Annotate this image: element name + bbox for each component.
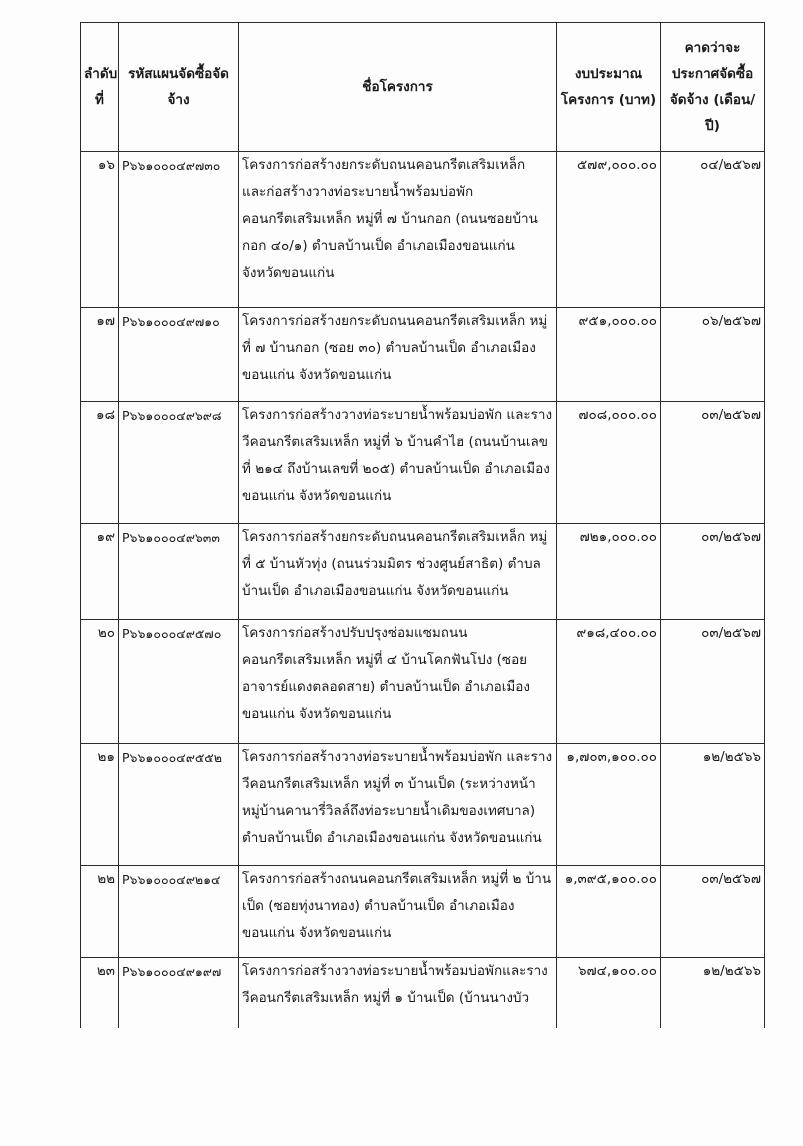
table-row <box>81 402 765 524</box>
row-name: โครงการก่อสร้างวางท่อระบายน้ำพร้อมบ่อพัก และรางวีคอนกรีตเสริมเหล็ก หมู่ที่ ๓ บ้านเป็ด (ระหว่างหน้าหมู่บ้านคานารี่วิลล์ถึงท่อระบายน้ำเดิมของเทศบาล) ตำบลบ้านเป็ด อำเภอเมืองขอนแก่น จังหวัดขอนแก่น <box>239 744 557 866</box>
row-month: ๑๒/๒๕๖๖ <box>661 958 765 1028</box>
row-month: ๐๓/๒๕๖๗ <box>661 402 765 524</box>
row-code: P๖๖๑๐๐๐๔๙๖๓๓ <box>119 524 239 620</box>
table-row <box>81 524 765 620</box>
row-name: โครงการก่อสร้างยกระดับถนนคอนกรีตเสริมเหล็ก และก่อสร้างวางท่อระบายน้ำพร้อมบ่อพักคอนกรีตเสริมเหล็ก หมู่ที่ ๗ บ้านกอก (ถนนซอยบ้านกอก ๔๐/๑) ตำบลบ้านเป็ด อำเภอเมืองขอนแก่น จังหวัดขอนแก่น <box>239 152 557 308</box>
row-code: P๖๖๑๐๐๐๔๙๒๑๔ <box>119 866 239 958</box>
row-month: ๐๖/๒๕๖๗ <box>661 308 765 402</box>
row-name: โครงการก่อสร้างถนนคอนกรีตเสริมเหล็ก หมู่ที่ ๒ บ้านเป็ด (ซอยทุ่งนาทอง) ตำบลบ้านเป็ด อำเภอเมืองขอนแก่น จังหวัดขอนแก่น <box>239 866 557 958</box>
header-month: คาดว่าจะประกาศจัดซื้อจัดจ้าง (เดือน/ปี) <box>661 23 765 152</box>
row-code: P๖๖๑๐๐๐๔๙๖๙๘ <box>119 402 239 524</box>
row-code: P๖๖๑๐๐๐๔๙๗๑๐ <box>119 308 239 402</box>
row-budget: ๖๗๔,๑๐๐.๐๐ <box>557 958 661 1028</box>
row-name: โครงการก่อสร้างยกระดับถนนคอนกรีตเสริมเหล็ก หมู่ที่ ๗ บ้านกอก (ซอย ๓๐) ตำบลบ้านเป็ด อำเภอเมืองขอนแก่น จังหวัดขอนแก่น <box>239 308 557 402</box>
row-budget: ๙๕๑,๐๐๐.๐๐ <box>557 308 661 402</box>
table-body <box>81 152 765 1028</box>
row-no: ๒๑ <box>81 744 119 866</box>
row-name: โครงการก่อสร้างปรับปรุงซ่อมแซมถนนคอนกรีตเสริมเหล็ก หมู่ที่ ๔ บ้านโคกฟันโปง (ซอยอาจารย์แดงตลอดสาย) ตำบลบ้านเป็ด อำเภอเมืองขอนแก่น จังหวัดขอนแก่น <box>239 620 557 744</box>
header-code: รหัสแผนจัดซื้อจัดจ้าง <box>119 23 239 152</box>
table-row <box>81 866 765 958</box>
header-budget: งบประมาณโครงการ (บาท) <box>557 23 661 152</box>
procurement-table <box>80 22 765 1028</box>
header-no: ลำดับที่ <box>81 23 119 152</box>
row-month: ๑๒/๒๕๖๖ <box>661 744 765 866</box>
row-code: P๖๖๑๐๐๐๔๙๕๕๒ <box>119 744 239 866</box>
row-code: P๖๖๑๐๐๐๔๙๑๙๗ <box>119 958 239 1028</box>
table-row <box>81 958 765 1028</box>
row-budget: ๕๗๙,๐๐๐.๐๐ <box>557 152 661 308</box>
row-no: ๑๗ <box>81 308 119 402</box>
row-no: ๑๘ <box>81 402 119 524</box>
table-row <box>81 620 765 744</box>
row-no: ๒๒ <box>81 866 119 958</box>
row-month: ๐๓/๒๕๖๗ <box>661 620 765 744</box>
row-budget: ๑,๓๙๕,๑๐๐.๐๐ <box>557 866 661 958</box>
row-code: P๖๖๑๐๐๐๔๙๕๗๐ <box>119 620 239 744</box>
row-budget: ๗๐๘,๐๐๐.๐๐ <box>557 402 661 524</box>
row-no: ๑๖ <box>81 152 119 308</box>
table-row <box>81 308 765 402</box>
row-month: ๐๓/๒๕๖๗ <box>661 866 765 958</box>
row-no: ๒๐ <box>81 620 119 744</box>
row-name: โครงการก่อสร้างวางท่อระบายน้ำพร้อมบ่อพัก และรางวีคอนกรีตเสริมเหล็ก หมู่ที่ ๖ บ้านคำไฮ (ถนนบ้านเลขที่ ๒๑๔ ถึงบ้านเลขที่ ๒๐๕) ตำบลบ้านเป็ด อำเภอเมืองขอนแก่น จังหวัดขอนแก่น <box>239 402 557 524</box>
table-row <box>81 744 765 866</box>
row-no: ๑๙ <box>81 524 119 620</box>
row-budget: ๑,๗๐๓,๑๐๐.๐๐ <box>557 744 661 866</box>
row-month: ๐๓/๒๕๖๗ <box>661 524 765 620</box>
row-no: ๒๓ <box>81 958 119 1028</box>
table-header <box>81 23 765 152</box>
row-code: P๖๖๑๐๐๐๔๙๗๓๐ <box>119 152 239 308</box>
row-budget: ๙๑๘,๔๐๐.๐๐ <box>557 620 661 744</box>
header-name: ชื่อโครงการ <box>239 23 557 152</box>
row-budget: ๗๒๑,๐๐๐.๐๐ <box>557 524 661 620</box>
row-month: ๐๔/๒๕๖๗ <box>661 152 765 308</box>
row-name: โครงการก่อสร้างยกระดับถนนคอนกรีตเสริมเหล็ก หมู่ที่ ๕ บ้านหัวทุ่ง (ถนนร่วมมิตร ช่วงศูนย์สาธิต) ตำบลบ้านเป็ด อำเภอเมืองขอนแก่น จังหวัดขอนแก่น <box>239 524 557 620</box>
table-row <box>81 152 765 308</box>
row-name: โครงการก่อสร้างวางท่อระบายน้ำพร้อมบ่อพักและรางวีคอนกรีตเสริมเหล็ก หมู่ที่ ๑ บ้านเป็ด (บ้านนางบัว <box>239 958 557 1028</box>
